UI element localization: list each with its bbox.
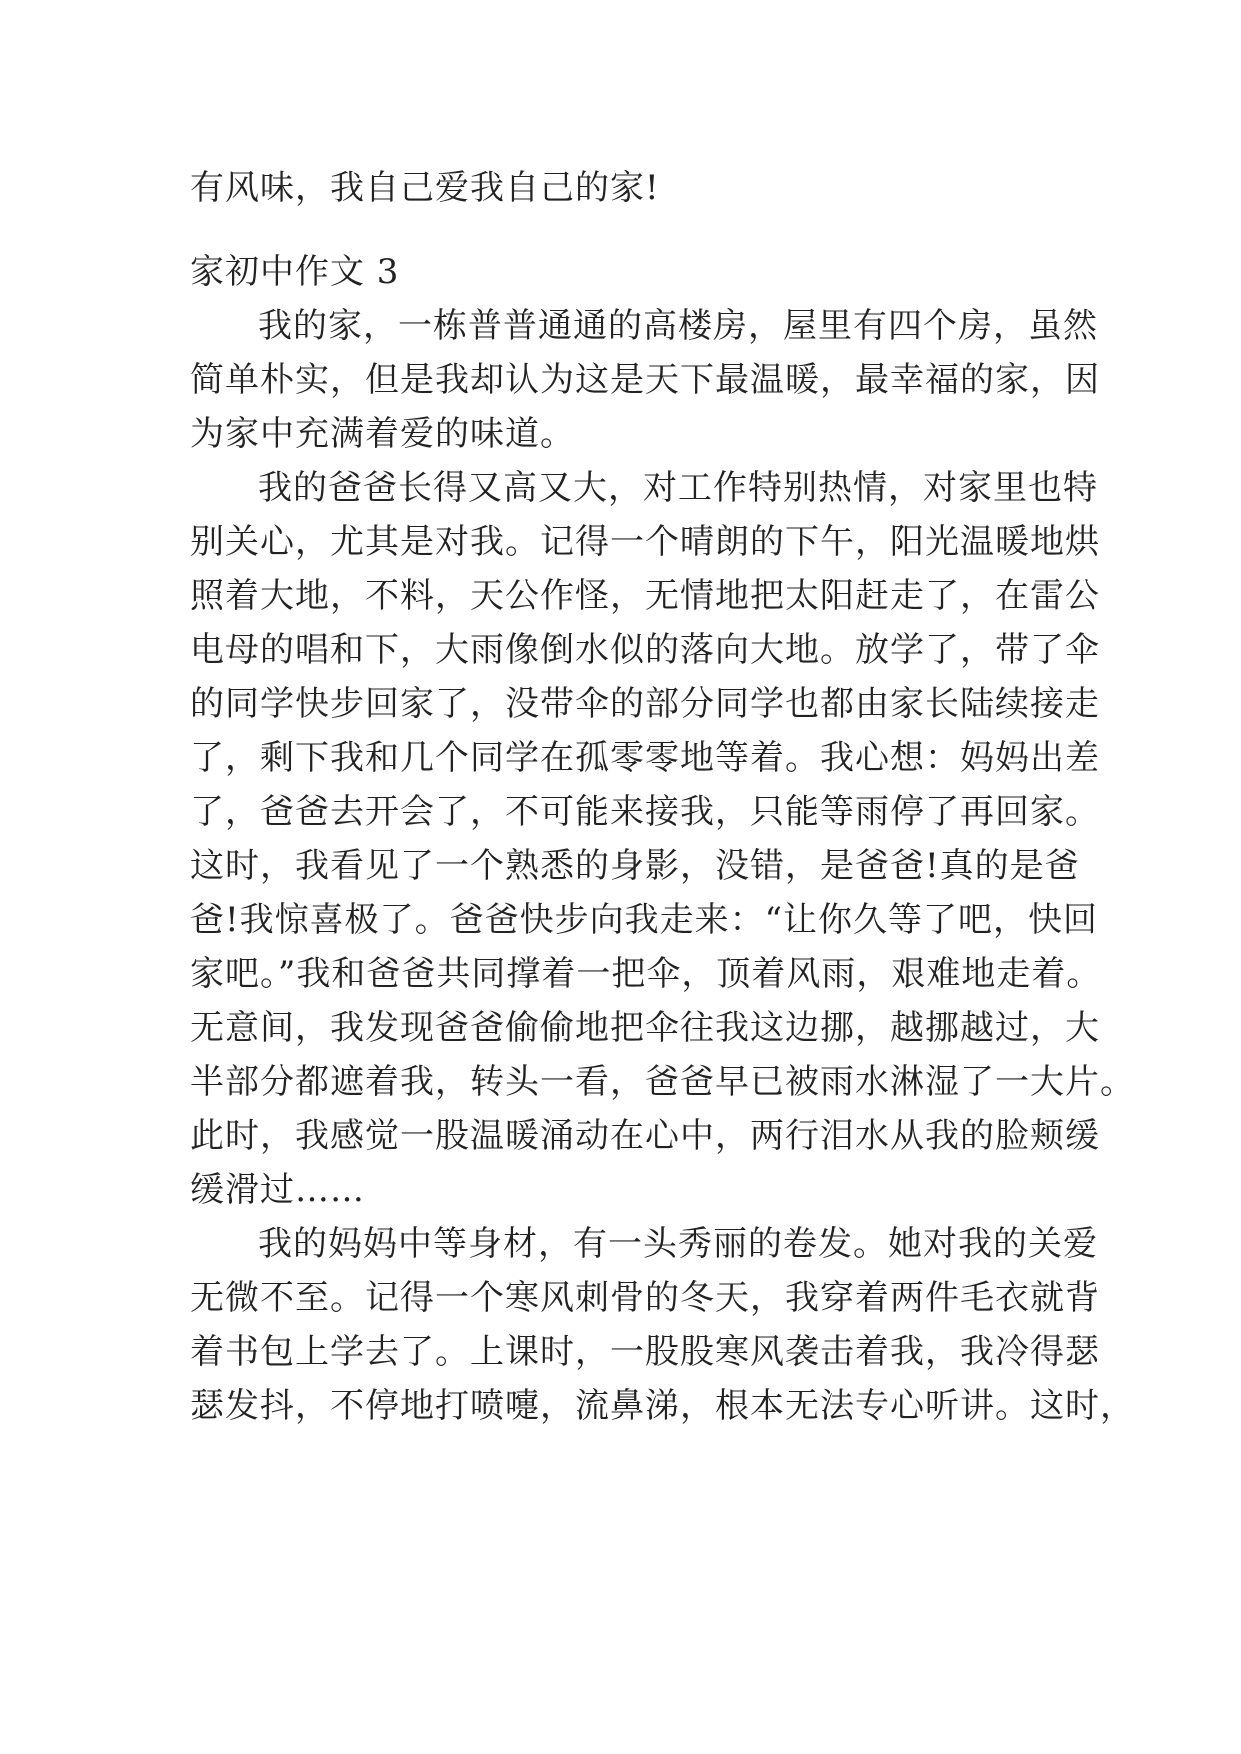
paragraph-line: 无微不至。记得一个寒风刺骨的冬天，我穿着两件毛衣就背 [190, 1278, 1100, 1318]
paragraph-line: 着书包上学去了。上课时，一股股寒风袭击着我，我冷得瑟 [190, 1332, 1100, 1372]
paragraph-line: 了，爸爸去开会了，不可能来接我，只能等雨停了再回家。 [190, 792, 1100, 832]
paragraph-line: 爸!我惊喜极了。爸爸快步向我走来：“让你久等了吧，快回 [190, 900, 1099, 940]
section-title: 家初中作文 3 [190, 252, 400, 292]
paragraph-line: 照着大地，不料，天公作怪，无情地把太阳赶走了，在雷公 [190, 576, 1100, 616]
paragraph-line: 为家中充满着爱的味道。 [190, 414, 575, 454]
paragraph-line: 家吧。”我和爸爸共同撑着一把伞，顶着风雨，艰难地走着。 [190, 954, 1102, 994]
paragraph-line: 这时，我看见了一个熟悉的身影，没错，是爸爸!真的是爸 [190, 846, 1080, 886]
paragraph-line: 瑟发抖，不停地打喷嚏，流鼻涕，根本无法专心听讲。这时， [190, 1386, 1135, 1426]
paragraph-line: 此时，我感觉一股温暖涌动在心中，两行泪水从我的脸颊缓 [190, 1116, 1100, 1156]
paragraph-line: 别关心，尤其是对我。记得一个晴朗的下午，阳光温暖地烘 [190, 522, 1100, 562]
paragraph-line: 我的妈妈中等身材，有一头秀丽的卷发。她对我的关爱 [258, 1224, 1098, 1264]
paragraph-line: 我的爸爸长得又高又大，对工作特别热情，对家里也特 [258, 468, 1098, 508]
text-line: 有风味，我自己爱我自己的家! [190, 168, 660, 208]
paragraph-line: 我的家，一栋普普通通的高楼房，屋里有四个房，虽然 [258, 306, 1098, 346]
paragraph-line: 缓滑过…… [190, 1170, 365, 1210]
paragraph-line: 的同学快步回家了，没带伞的部分同学也都由家长陆续接走 [190, 684, 1100, 724]
paragraph-line: 电母的唱和下，大雨像倒水似的落向大地。放学了，带了伞 [190, 630, 1100, 670]
paragraph-line: 无意间，我发现爸爸偷偷地把伞往我这边挪，越挪越过，大 [190, 1008, 1100, 1048]
paragraph-line: 了，剩下我和几个同学在孤零零地等着。我心想：妈妈出差 [190, 738, 1100, 778]
paragraph-line: 半部分都遮着我，转头一看，爸爸早已被雨水淋湿了一大片。 [190, 1062, 1135, 1102]
paragraph-line: 简单朴实，但是我却认为这是天下最温暖，最幸福的家，因 [190, 360, 1100, 400]
